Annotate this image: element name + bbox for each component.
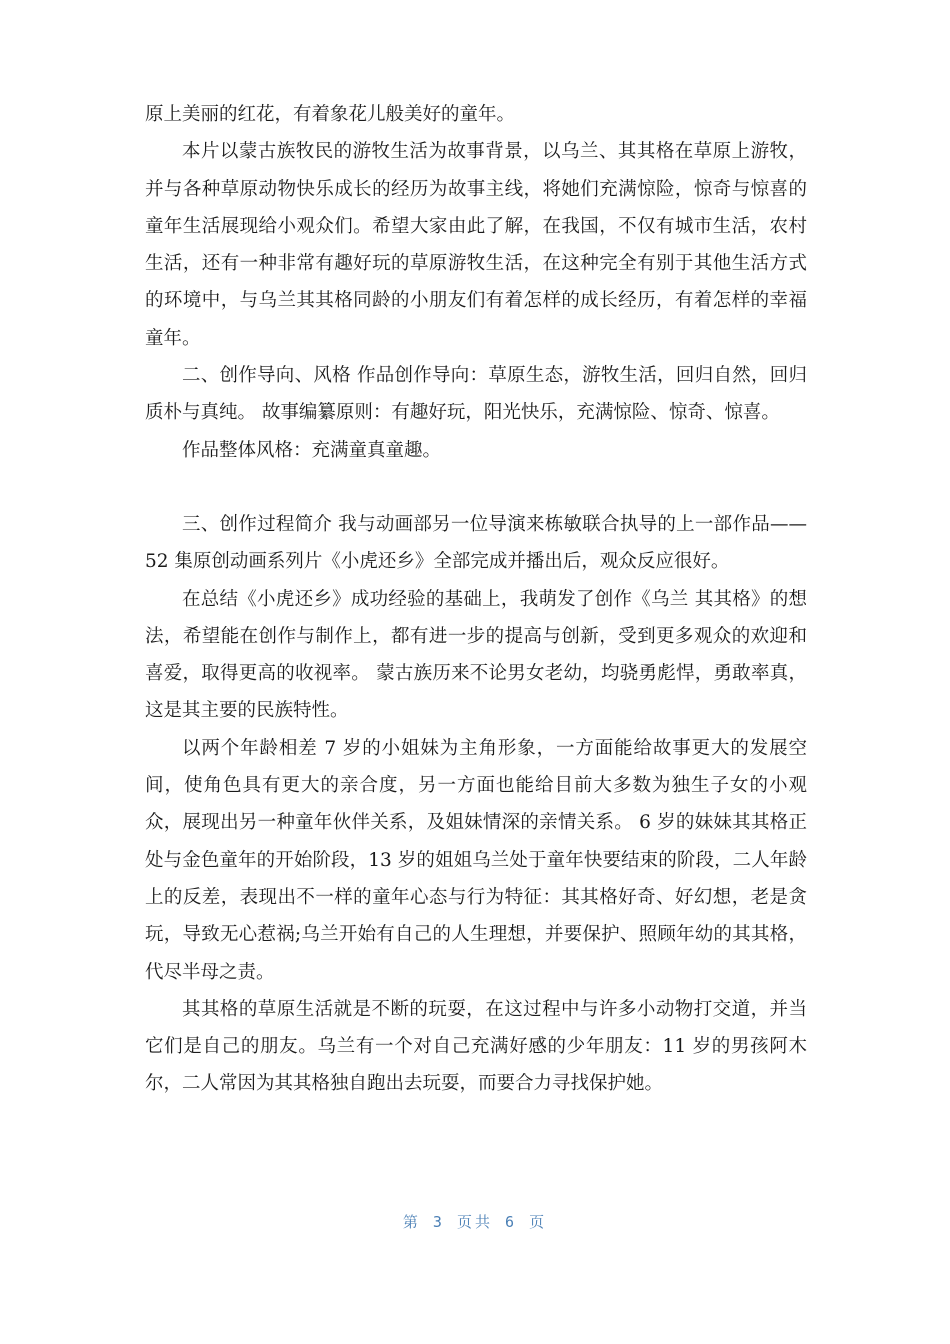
paragraph-sisters-characters: 以两个年龄相差 7 岁的小姐妹为主角形象，一方面能给故事更大的发展空间，使角色具有更大的亲合度，另一方面也能给目前大多数为独生子女的小观众，展现出另一种童年伙伴关系，及姐妹情深的亲情关系。 6 岁的妹妹其其格正处与金色童年的开始阶段，13 岁的姐姐乌兰处于童年快要结束的阶段，二人年龄上的反差，表现出不一样的童年心态与行为特征：其其格好奇、好幻想，老是贪玩，导致无心惹祸;乌兰开始有自己的人生理想，并要保护、照顾年幼的其其格，代尽半母之责。: [145, 737, 807, 983]
paragraph-grassland-life: 其其格的草原生活就是不断的玩耍，在这过程中与许多小动物打交道，并当它们是自己的朋友。乌兰有一个对自己充满好感的少年朋友：11 岁的男孩阿木尔，二人常因为其其格独自跑出去玩耍，而要合力寻找保护她。: [145, 998, 807, 1095]
paragraph-intro-continued: 原上美丽的红花，有着象花儿般美好的童年。: [145, 104, 516, 125]
paragraph-creation-process: 三、创作过程简介 我与动画部另一位导演来栋敏联合执导的上一部作品——52 集原创动画系列片《小虎还乡》全部完成并播出后，观众反应很好。: [145, 513, 807, 573]
paragraph-creative-direction: 二、创作导向、风格 作品创作导向：草原生态，游牧生活，回归自然，回归质朴与真纯。 故事编纂原则：有趣好玩，阳光快乐，充满惊险、惊奇、惊喜。: [145, 365, 807, 424]
document-body: [145, 96, 807, 1103]
paragraph-story-background: 本片以蒙古族牧民的游牧生活为故事背景，以乌兰、其其格在草原上游牧，并与各种草原动物快乐成长的经历为故事主线，将她们充满惊险，惊奇与惊喜的童年生活展现给小观众们。希望大家由此了解，在我国，不仅有城市生活，农村生活，还有一种非常有趣好玩的草原游牧生活，在这种完全有别于其他生活方式的环境中，与乌兰其其格同龄的小朋友们有着怎样的成长经历，有着怎样的幸福童年。: [145, 141, 807, 349]
paragraph-summary-experience: 在总结《小虎还乡》成功经验的基础上，我萌发了创作《乌兰 其其格》的想法，希望能在创作与制作上，都有进一步的提高与创新，受到更多观众的欢迎和喜爱，取得更高的收视率。 蒙古族历来不论男女老幼，均骁勇彪悍，勇敢率真，这是其主要的民族特性。: [145, 588, 807, 722]
paragraph-overall-style: 作品整体风格：充满童真童趣。: [182, 439, 442, 461]
page-number-footer: 第 3 页共 6 页: [402, 1213, 548, 1231]
